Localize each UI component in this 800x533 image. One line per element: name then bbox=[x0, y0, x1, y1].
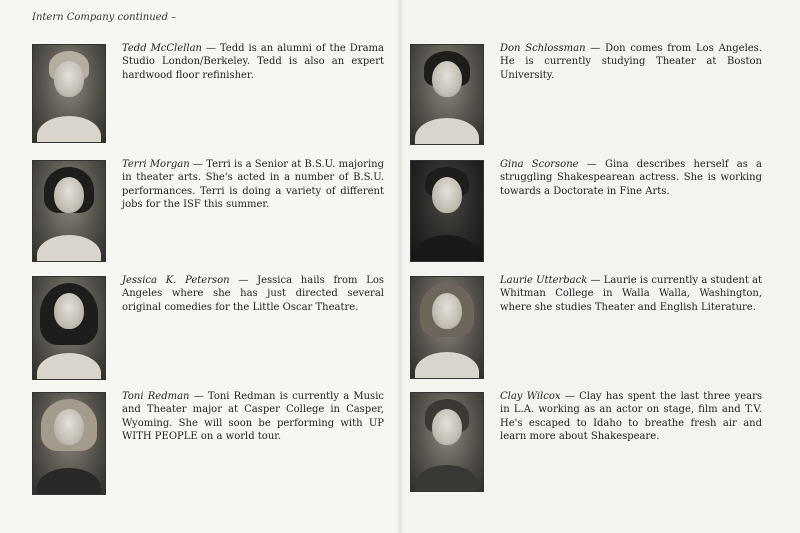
portrait-shoulders-shape bbox=[415, 352, 479, 379]
portrait-face-shape bbox=[432, 293, 462, 329]
portrait-face-shape bbox=[432, 61, 462, 97]
dash-separator: — bbox=[560, 391, 580, 402]
dash-separator: — bbox=[201, 43, 220, 54]
portrait-shoulders-shape bbox=[415, 465, 479, 492]
intern-bio bbox=[500, 274, 762, 314]
intern-name: Jessica K. Peterson bbox=[122, 275, 230, 286]
intern-name: Don Schlossman bbox=[500, 43, 586, 54]
dash-separator: — bbox=[189, 391, 208, 402]
portrait-face-shape bbox=[54, 293, 84, 329]
portrait-shoulders-shape bbox=[37, 235, 101, 262]
portrait-photo bbox=[410, 44, 484, 145]
intern-bio bbox=[500, 390, 762, 444]
bio-text: Terri is a Senior at B.S.U. majoring in theater arts. She's acted in a number of B.S.U. performances. Terri is doing a variety of different jobs for the ISF this summer. bbox=[122, 159, 384, 211]
dash-separator: — bbox=[578, 159, 605, 170]
intern-bio bbox=[500, 158, 762, 198]
page-gutter bbox=[396, 0, 404, 533]
intern-name: Terri Morgan bbox=[122, 159, 190, 170]
portrait-face-shape bbox=[432, 177, 462, 213]
bio-text: Clay has spent the last three years in L.A. working as an actor on stage, film and T.V. He's escaped to Idaho to breathe fresh air and learn more about Shakespeare. bbox=[500, 391, 763, 443]
portrait-photo bbox=[410, 392, 484, 492]
dash-separator: — bbox=[189, 159, 207, 170]
intern-name: Clay Wilcox bbox=[500, 391, 561, 402]
intern-name: Laurie Utterback bbox=[500, 275, 588, 286]
portrait-shoulders-shape bbox=[415, 235, 479, 262]
page-header: Intern Company continued – bbox=[32, 12, 177, 23]
bio-text: Tedd is an alumni of the Drama Studio London/Berkeley. Tedd is also an expert hardwood floor refinisher. bbox=[122, 43, 385, 81]
dash-separator: — bbox=[587, 275, 604, 286]
bio-text: Jessica hails from Los Angeles where she has just directed several original comedies for the Little Oscar Theatre. bbox=[122, 275, 385, 313]
portrait-face-shape bbox=[54, 409, 84, 445]
portrait-face-shape bbox=[54, 61, 84, 97]
intern-name: Toni Redman bbox=[122, 391, 190, 402]
intern-name: Gina Scorsone bbox=[500, 159, 579, 170]
portrait-shoulders-shape bbox=[37, 353, 101, 380]
bio-text: Gina describes herself as a struggling Shakespearean actress. She is working towards a Doctorate in Fine Arts. bbox=[500, 159, 763, 197]
portrait-shoulders-shape bbox=[37, 116, 101, 143]
portrait-photo bbox=[32, 276, 106, 380]
intern-name: Tedd McClellan bbox=[122, 43, 202, 54]
intern-bio bbox=[122, 390, 384, 444]
portrait-face-shape bbox=[432, 409, 462, 445]
intern-bio bbox=[122, 158, 384, 212]
portrait-photo bbox=[32, 44, 106, 143]
portrait-photo bbox=[410, 160, 484, 262]
intern-bio bbox=[122, 42, 384, 82]
intern-bio bbox=[122, 274, 384, 314]
portrait-photo bbox=[410, 276, 484, 379]
portrait-photo bbox=[32, 392, 106, 495]
bio-text: Laurie is currently a student at Whitman College in Walla Walla, Washington, where she studies Theater and English Literature. bbox=[500, 275, 762, 313]
portrait-shoulders-shape bbox=[415, 118, 479, 145]
intern-bio bbox=[500, 42, 762, 82]
portrait-shoulders-shape bbox=[37, 468, 101, 495]
portrait-face-shape bbox=[54, 177, 84, 213]
bio-text: Toni Redman is currently a Music and Theater major at Casper College in Casper, Wyoming. She will soon be performing with UP WITH PEOPLE on a world tour. bbox=[122, 391, 384, 443]
bio-text: Don comes from Los Angeles. He is currently studying Theater at Boston University. bbox=[500, 43, 762, 81]
dash-separator: — bbox=[229, 275, 258, 286]
portrait-photo bbox=[32, 160, 106, 262]
dash-separator: — bbox=[585, 43, 606, 54]
